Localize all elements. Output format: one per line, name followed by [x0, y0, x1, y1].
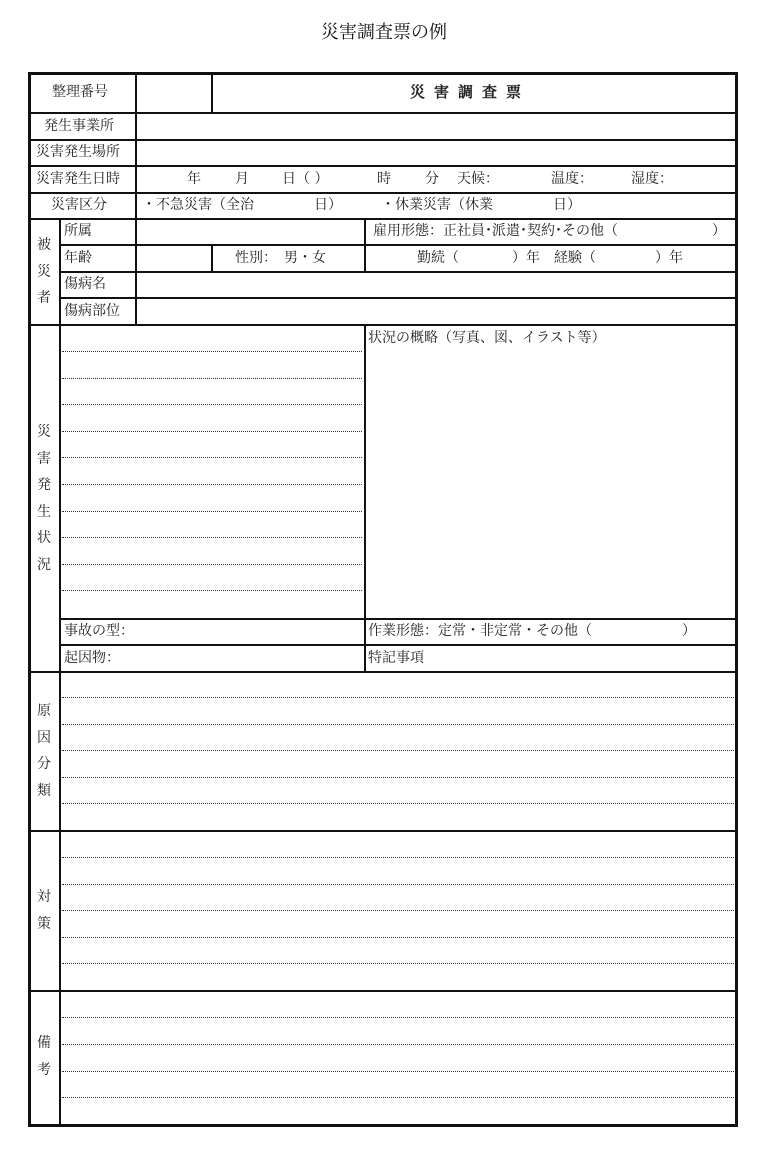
situation-line[interactable]: [62, 590, 362, 591]
remarks-line[interactable]: [62, 1097, 734, 1098]
number-field[interactable]: [136, 73, 211, 112]
experience-text: ）年 経験（: [512, 250, 596, 266]
remarks-line[interactable]: [62, 1017, 734, 1018]
page-title: 災害調査票の例: [321, 22, 447, 43]
experience-year: ）年: [655, 250, 683, 266]
remarks-line[interactable]: [62, 1044, 734, 1045]
situation-line[interactable]: [62, 511, 362, 512]
accident-type-label: 事故の型：: [64, 623, 134, 639]
temperature-text: 温度：: [551, 171, 593, 187]
lost-text: ・休業災害（休業: [381, 197, 493, 213]
form-title: 災害調査票: [410, 83, 531, 101]
victim-label: 被 災 者: [37, 237, 51, 306]
location-label: 災害発生場所: [36, 144, 120, 160]
cause-label: 原 因 分 類: [37, 703, 51, 799]
situation-line[interactable]: [62, 351, 362, 352]
cause-object-label: 起因物：: [64, 650, 120, 666]
category-label: 災害区分: [51, 197, 107, 213]
location-field[interactable]: [137, 141, 734, 164]
employment-type: 雇用形態：正社員･派遣･契約･その他（: [373, 223, 618, 239]
measures-line[interactable]: [62, 963, 734, 964]
tenure-text: 勤続（: [417, 250, 459, 266]
year-text: 年: [187, 171, 201, 187]
notes-label: 特記事項: [368, 650, 424, 666]
measures-line[interactable]: [62, 910, 734, 911]
lost-day: 日）: [553, 197, 581, 213]
work-mode-close: ）: [682, 623, 696, 639]
cause-line[interactable]: [62, 750, 734, 751]
month-text: 月: [235, 171, 249, 187]
workplace-field[interactable]: [137, 114, 734, 138]
employment-close: ）: [712, 223, 726, 239]
situation-label: 災 害 発 生 状 況: [37, 424, 51, 573]
situation-line[interactable]: [62, 378, 362, 379]
cause-line[interactable]: [62, 697, 734, 698]
injury-label: 傷病名: [64, 276, 106, 292]
non-lost-text: ・不急災害（全治: [142, 197, 254, 213]
minute-text: 分: [425, 171, 439, 187]
measures-label: 対 策: [37, 889, 51, 932]
measures-line[interactable]: [62, 937, 734, 938]
humidity-text: 湿度：: [631, 171, 673, 187]
situation-line[interactable]: [62, 484, 362, 485]
work-mode-text: 作業形態：定常・非定常・その他（: [368, 623, 592, 639]
situation-line[interactable]: [62, 404, 362, 405]
situation-line[interactable]: [62, 431, 362, 432]
remarks-label: 備 考: [37, 1035, 51, 1078]
hour-text: 時: [377, 171, 391, 187]
affiliation-label: 所属: [64, 223, 92, 239]
datetime-label: 災害発生日時: [36, 171, 120, 187]
cause-line[interactable]: [62, 777, 734, 778]
day-text: 日（ ）: [282, 171, 329, 187]
remarks-line[interactable]: [62, 1071, 734, 1072]
cause-line[interactable]: [62, 803, 734, 804]
situation-line[interactable]: [62, 564, 362, 565]
weather-text: 天候：: [457, 171, 499, 187]
cause-line[interactable]: [62, 724, 734, 725]
situation-line[interactable]: [62, 457, 362, 458]
measures-line[interactable]: [62, 884, 734, 885]
injury-part-label: 傷病部位: [64, 303, 120, 319]
non-lost-day: 日）: [314, 197, 342, 213]
measures-line[interactable]: [62, 857, 734, 858]
age-label: 年齢: [64, 250, 92, 266]
gender-text: 性別： 男・女: [235, 250, 326, 266]
situation-line[interactable]: [62, 537, 362, 538]
workplace-label: 発生事業所: [44, 118, 114, 134]
overview-label: 状況の概略（写真、図、イラスト等）: [368, 330, 606, 346]
number-label: 整理番号: [52, 84, 108, 100]
